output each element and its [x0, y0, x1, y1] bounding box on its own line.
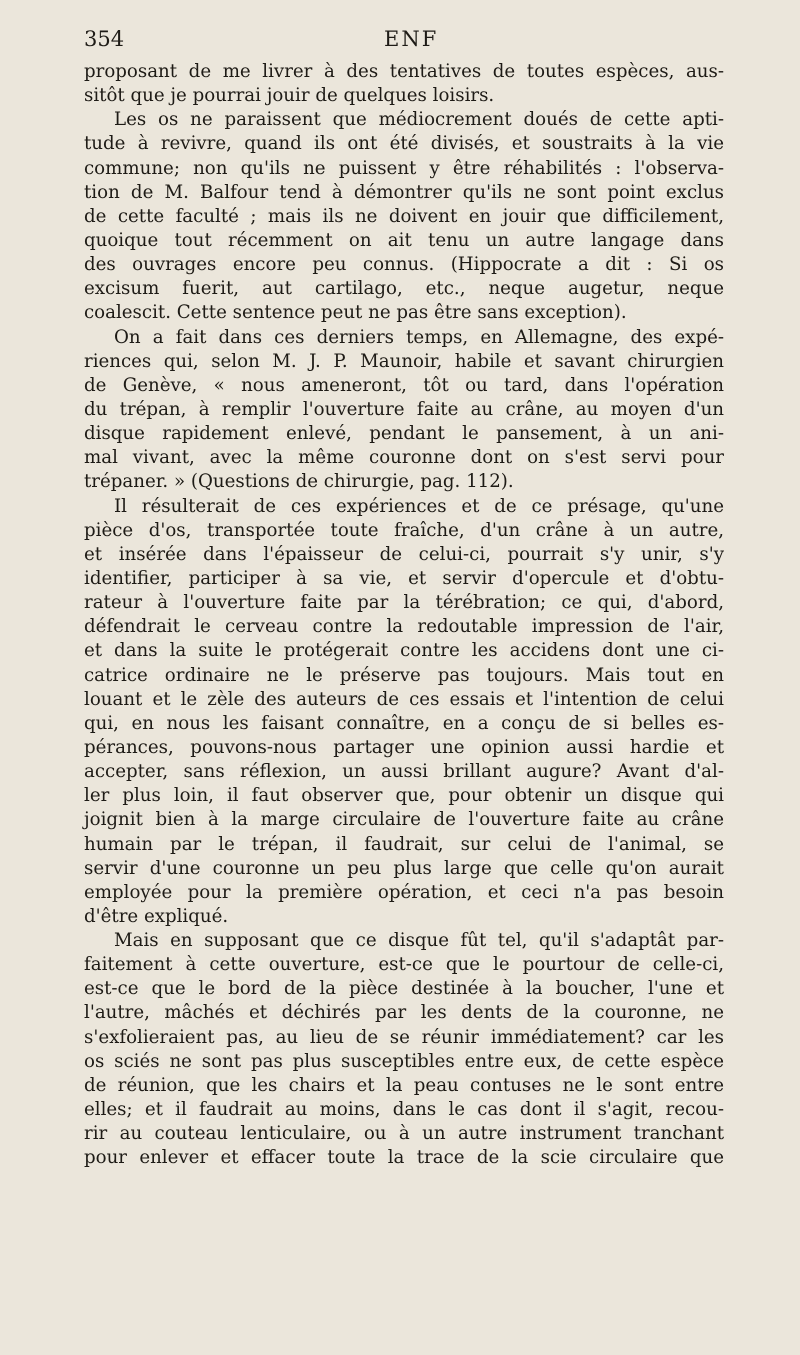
text-line: riences qui, selon M. J. P. Maunoir, habile et savant chirurgien: [84, 350, 724, 372]
text-line: os sciés ne sont pas plus susceptibles entre eux, de cette espèce: [84, 1050, 724, 1072]
text-line: et dans la suite le protégerait contre les accidens dont une ci-: [84, 640, 724, 662]
text-line: du trépan, à remplir l'ouverture faite au crâne, au moyen d'un: [84, 398, 724, 420]
text-line: faitement à cette ouverture, est-ce que le pourtour de celle-ci,: [84, 954, 724, 976]
text-line: rir au couteau lenticulaire, ou à un autre instrument tranchant: [84, 1123, 724, 1145]
text-line: Mais en supposant que ce disque fût tel, qu'il s'adaptât par-: [114, 930, 724, 952]
text-line: de réunion, que les chairs et la peau contuses ne le sont entre: [84, 1074, 724, 1096]
text-line: coalescit. Cette sentence peut ne pas être sans exception).: [84, 302, 627, 324]
text-line: tude à revivre, quand ils ont été divisés, et soustraits à la vie: [84, 133, 724, 155]
page-header: [84, 27, 774, 55]
text-line: pour enlever et effacer toute la trace de la scie circulaire que: [84, 1147, 724, 1169]
text-line: commune; non qu'ils ne puissent y être réhabilités : l'observa-: [84, 157, 724, 179]
text-line: défendrait le cerveau contre la redoutable impression de l'air,: [84, 616, 724, 638]
text-line: louant et le zèle des auteurs de ces essais et l'intention de celui: [84, 688, 724, 710]
text-line: qui, en nous les faisant connaître, en a conçu de si belles es-: [84, 712, 724, 734]
text-line: joignit bien à la marge circulaire de l'ouverture faite au crâne: [84, 809, 724, 831]
text-line: excisum fuerit, aut cartilago, etc., neque augetur, neque: [84, 278, 724, 300]
text-line: identifier, participer à sa vie, et servir d'opercule et d'obtu-: [84, 567, 724, 589]
body-text: [84, 60, 724, 1170]
page-number: 354: [84, 27, 125, 51]
text-line: mal vivant, avec la même couronne dont on s'est servi pour: [84, 447, 724, 469]
text-line: Il résulterait de ces expériences et de ce présage, qu'une: [114, 495, 724, 517]
text-line: proposant de me livrer à des tentatives de toutes espèces, aus-: [84, 61, 724, 82]
text-line: ler plus loin, il faut observer que, pour obtenir un disque qui: [84, 785, 724, 807]
text-line: tion de M. Balfour tend à démontrer qu'ils ne sont point exclus: [84, 181, 724, 203]
text-line: d'être expliqué.: [84, 905, 229, 927]
text-line: pérances, pouvons-nous partager une opinion aussi hardie et: [84, 736, 724, 758]
text-line: des ouvrages encore peu connus. (Hippocrate a dit : Si os: [84, 254, 724, 276]
text-line: rateur à l'ouverture faite par la térébration; ce qui, d'abord,: [84, 592, 724, 614]
text-line: trépaner. » (Questions de chirurgie, pag. 112).: [84, 471, 514, 493]
text-line: et insérée dans l'épaisseur de celui-ci, pourrait s'y unir, s'y: [84, 543, 724, 565]
text-line: l'autre, mâchés et déchirés par les dents de la couronne, ne: [84, 1002, 724, 1024]
text-line: s'exfolieraient pas, au lieu de se réunir immédiatement? car les: [84, 1026, 724, 1048]
text-line: catrice ordinaire ne le préserve pas toujours. Mais tout en: [84, 664, 724, 686]
text-line: On a fait dans ces derniers temps, en Allemagne, des expé-: [114, 326, 724, 348]
text-line: servir d'une couronne un peu plus large que celle qu'on aurait: [84, 857, 724, 879]
running-head: ENF: [384, 27, 439, 51]
text-line: disque rapidement enlevé, pendant le pansement, à un ani-: [84, 423, 724, 445]
text-line: employée pour la première opération, et ceci n'a pas besoin: [84, 881, 724, 903]
text-line: pièce d'os, transportée toute fraîche, d'un crâne à un autre,: [84, 519, 724, 541]
text-line: de cette faculté ; mais ils ne doivent en jouir que difficilement,: [84, 205, 724, 227]
text-line: sitôt que je pourrai jouir de quelques loisirs.: [84, 85, 495, 107]
text-line: accepter, sans réflexion, un aussi brillant augure? Avant d'al-: [84, 761, 724, 783]
text-line: est-ce que le bord de la pièce destinée à la boucher, l'une et: [84, 978, 724, 1000]
text-line: humain par le trépan, il faudrait, sur celui de l'animal, se: [84, 833, 724, 855]
text-line: elles; et il faudrait au moins, dans le cas dont il s'agit, recou-: [84, 1099, 724, 1121]
text-line: Les os ne paraissent que médiocrement doués de cette apti-: [114, 109, 724, 131]
text-line: de Genève, « nous ameneront, tôt ou tard, dans l'opération: [84, 374, 724, 396]
text-line: quoique tout récemment on ait tenu un autre langage dans: [84, 229, 724, 251]
